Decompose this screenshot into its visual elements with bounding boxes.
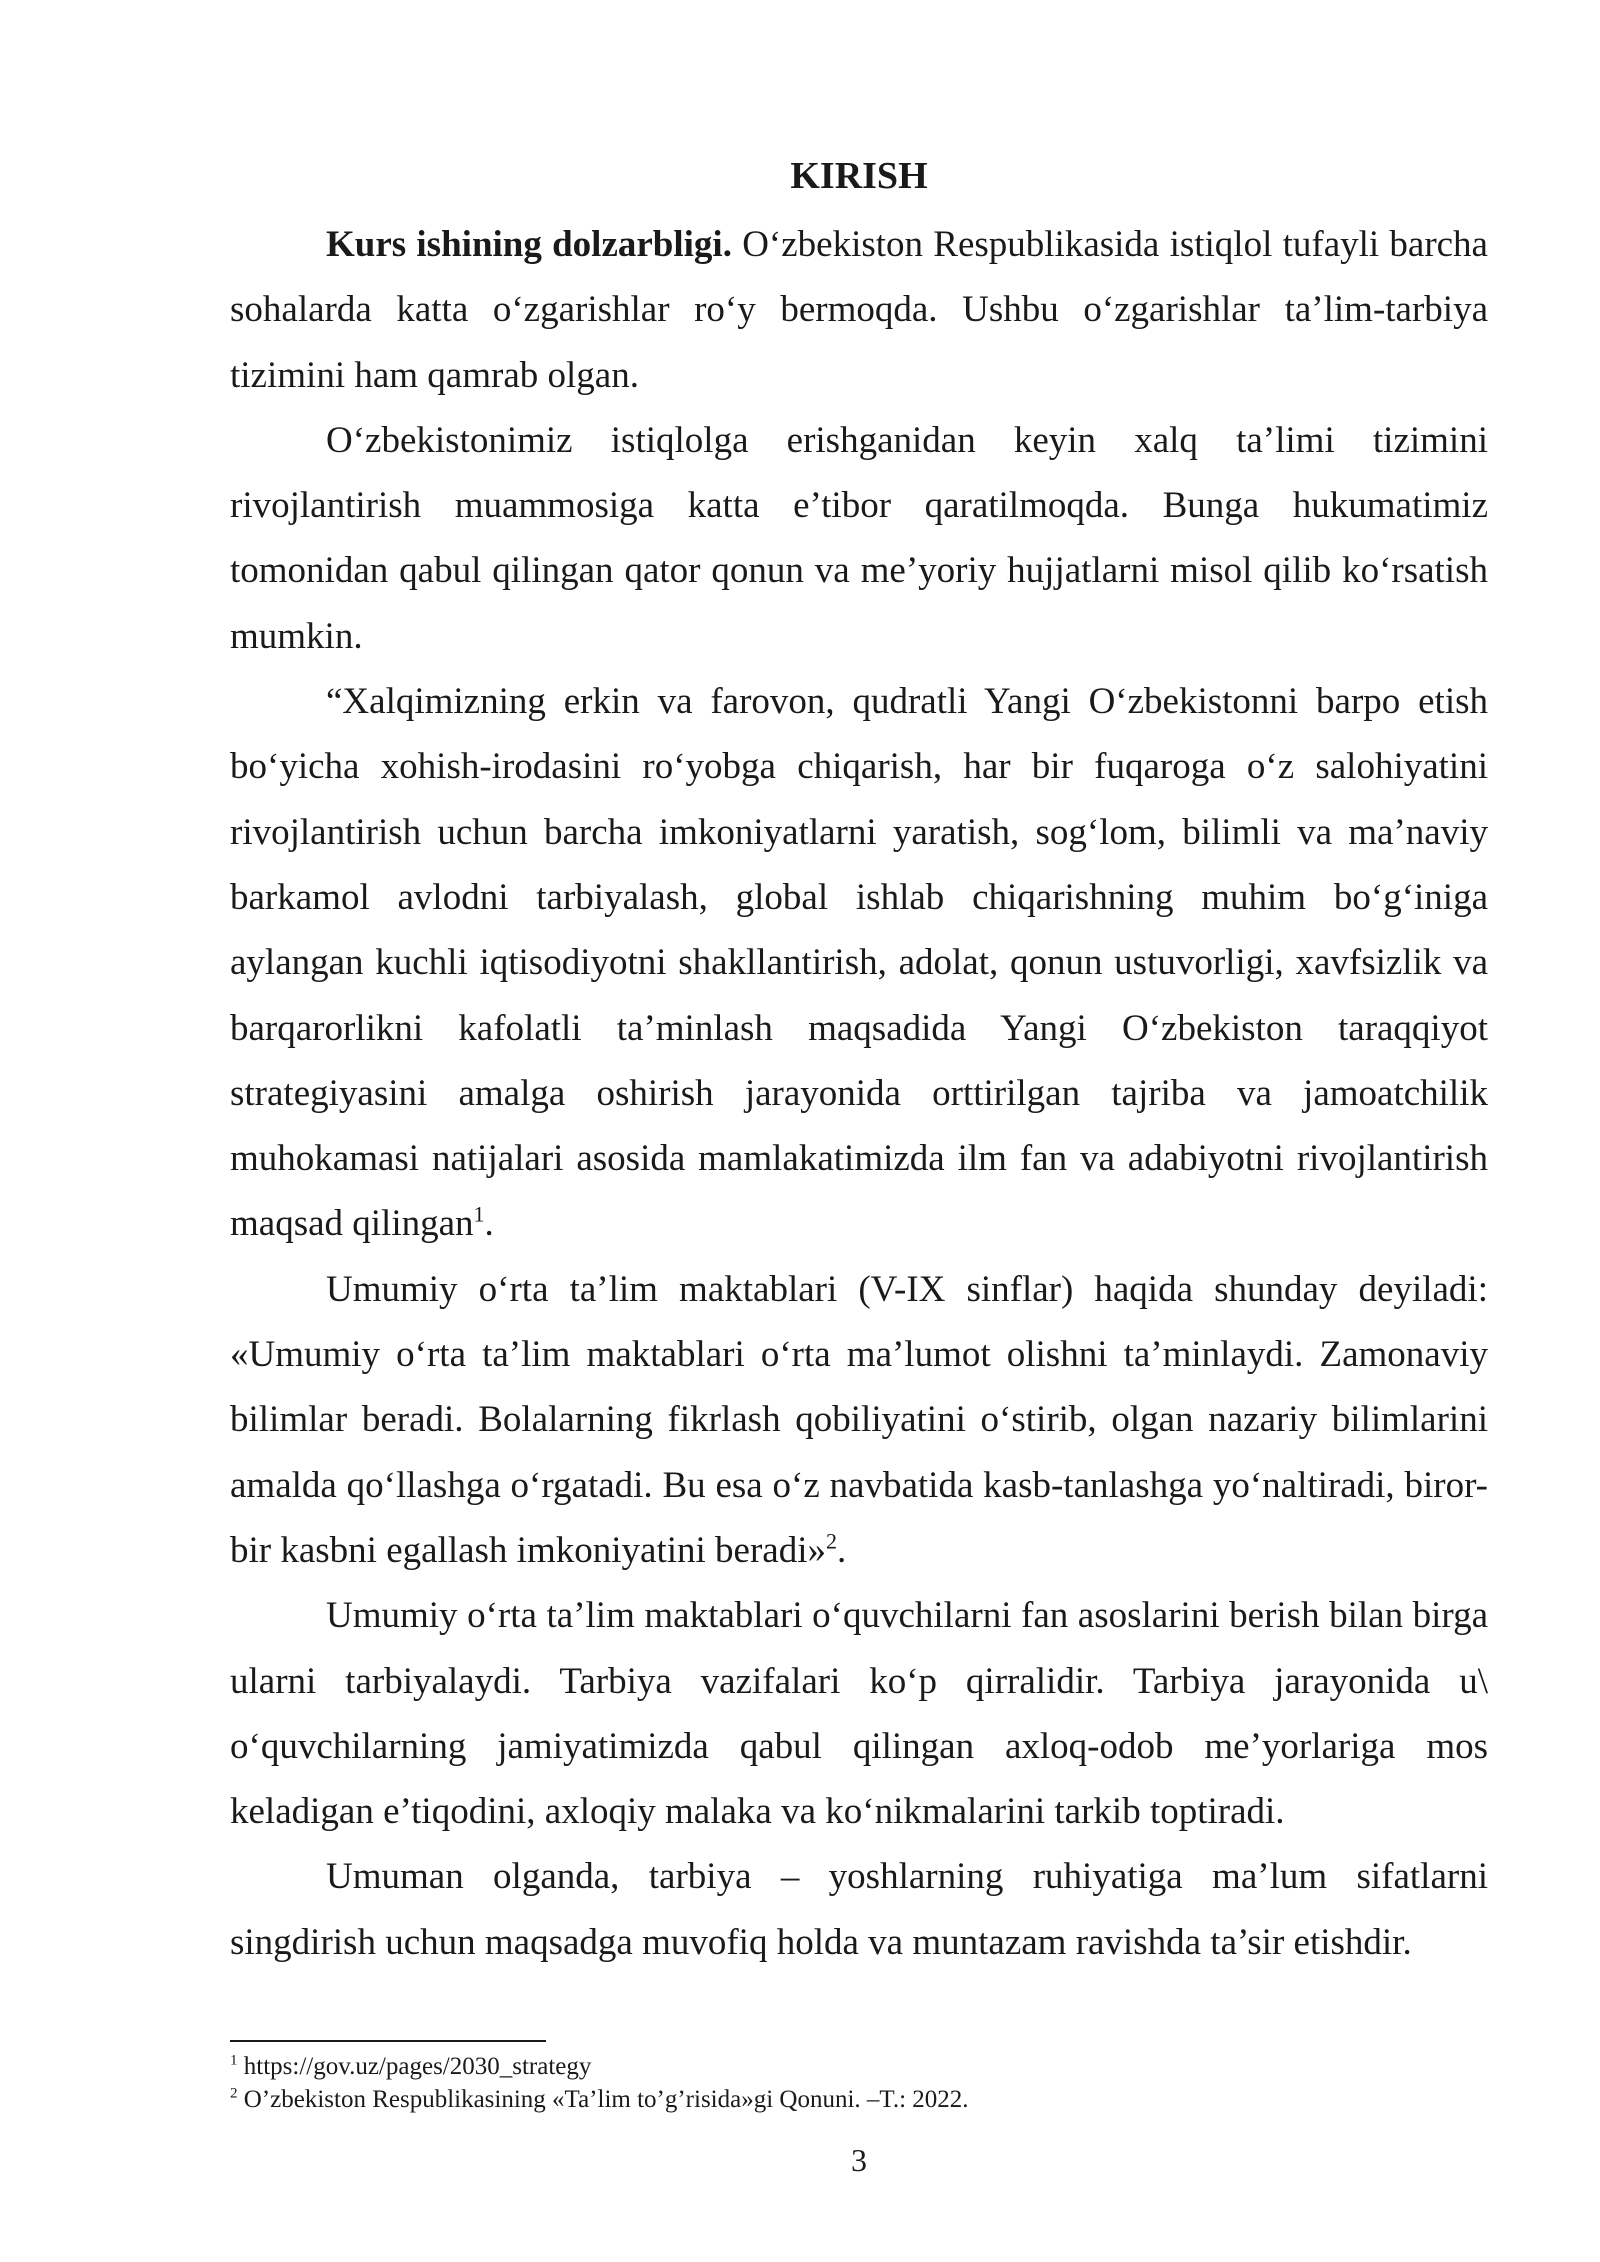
footnotes xyxy=(230,2050,1488,2116)
footnote-marker: 1 xyxy=(230,2052,238,2069)
footnote-text: O’zbekiston Respublikasining «Ta’lim to’g’risida»gi Qonuni. –T.: 2022. xyxy=(237,2086,969,2113)
body-text xyxy=(230,212,1488,1975)
paragraph-text: Umumiy o‘rta ta’lim maktablari (V-IX sinflar) haqida shunday deyiladi: «Umumiy o‘rta ta’lim maktablari o‘rta ma’lumot olishni ta’minlaydi. Zamonaviy bilimlar beradi. Bolalarning fikrlash qobiliyatini o‘stirib, olgan nazariy bilimlarini amalda qo‘llashga o‘rgatadi. Bu esa o‘z navbatida kasb-tanlashga yo‘naltiradi, biror-bir kasbni egallash imkoniyatini beradi» xyxy=(230,1268,1488,1571)
footnote-divider xyxy=(230,2040,546,2042)
paragraph-text: “Xalqimizning erkin va farovon, qudratli Yangi O‘zbekistonni barpo etish bo‘yicha xohish-irodasini ro‘yobga chiqarish, har bir fuqaroga o‘z salohiyatini rivojlantirish uchun barcha imkoniyatlarni yaratish, sog‘lom, bilimli va ma’naviy barkamol avlodni tarbiyalash, global ishlab chiqarishning muhim bo‘g‘iniga aylangan kuchli iqtisodiyotni shakllantirish, adolat, qonun ustuvorligi, xavfsizlik va barqarorlikni kafolatli ta’minlash maqsadida Yangi O‘zbekiston taraqqiyot strategiyasini amalga oshirish jarayonida orttirilgan tajriba va jamoatchilik muhokamasi natijalari asosida mamlakatimizda ilm fan va adabiyotni rivojlantirish maqsad qilingan xyxy=(230,681,1488,1245)
paragraph-text: O‘zbekistonimiz istiqlolga erishganidan keyin xalq ta’limi tizimini rivojlantirish muammosiga katta e’tibor qaratilmoqda. Bunga hukumatimiz tomonidan qabul qilingan qator qonun va me’yoriy hujjatlarni misol qilib ko‘rsatish mumkin. xyxy=(230,419,1488,657)
footnote-reference[interactable]: 1 xyxy=(473,1202,485,1228)
footnote-item xyxy=(230,2083,1488,2116)
paragraph-quote-strategy xyxy=(230,669,1488,1257)
paragraph-conclusion xyxy=(230,1844,1488,1975)
paragraph-schools xyxy=(230,1257,1488,1583)
footnote-link[interactable]: https://gov.uz/pages/2030_strategy xyxy=(237,2053,592,2080)
paragraph-text: Umuman olganda, tarbiya – yoshlarning ruhiyatiga ma’lum sifatlarni singdirish uchun maqsadga muvofiq holda va muntazam ravishda ta’sir etishdir. xyxy=(230,1856,1488,1963)
page-number: 3 xyxy=(851,2142,867,2178)
paragraph-independence xyxy=(230,408,1488,669)
footnote-item xyxy=(230,2050,1488,2083)
footnote-marker: 2 xyxy=(230,2085,238,2102)
paragraph-text: O‘zbekiston Respublikasida istiqlol tufayli barcha sohalarda katta o‘zgarishlar ro‘y bermoqda. Ushbu o‘zgarishlar ta’lim-tarbiya tizimini ham qamrab olgan. xyxy=(230,224,1488,396)
paragraph-tail: . xyxy=(484,1203,494,1245)
paragraph-text: Umumiy o‘rta ta’lim maktablari o‘quvchilarni fan asoslarini berish bilan birga ularni tarbiyalaydi. Tarbiya vazifalari ko‘p qirralidir. Tarbiya jarayonida u\ o‘quvchilarning jamiyatimizda qabul qilingan axloq-odob me’yorlariga mos keladigan e’tiqodini, axloqiy malaka va ko‘nikmalarini tarkib toptiradi. xyxy=(230,1595,1488,1833)
page-title: KIRISH xyxy=(790,155,928,197)
footnote-reference[interactable]: 2 xyxy=(825,1528,837,1554)
paragraph-tail: . xyxy=(836,1529,847,1571)
paragraph-lead: Kurs ishining dolzarbligi. xyxy=(326,224,732,265)
paragraph-relevance xyxy=(230,212,1488,408)
paragraph-upbringing xyxy=(230,1583,1488,1844)
